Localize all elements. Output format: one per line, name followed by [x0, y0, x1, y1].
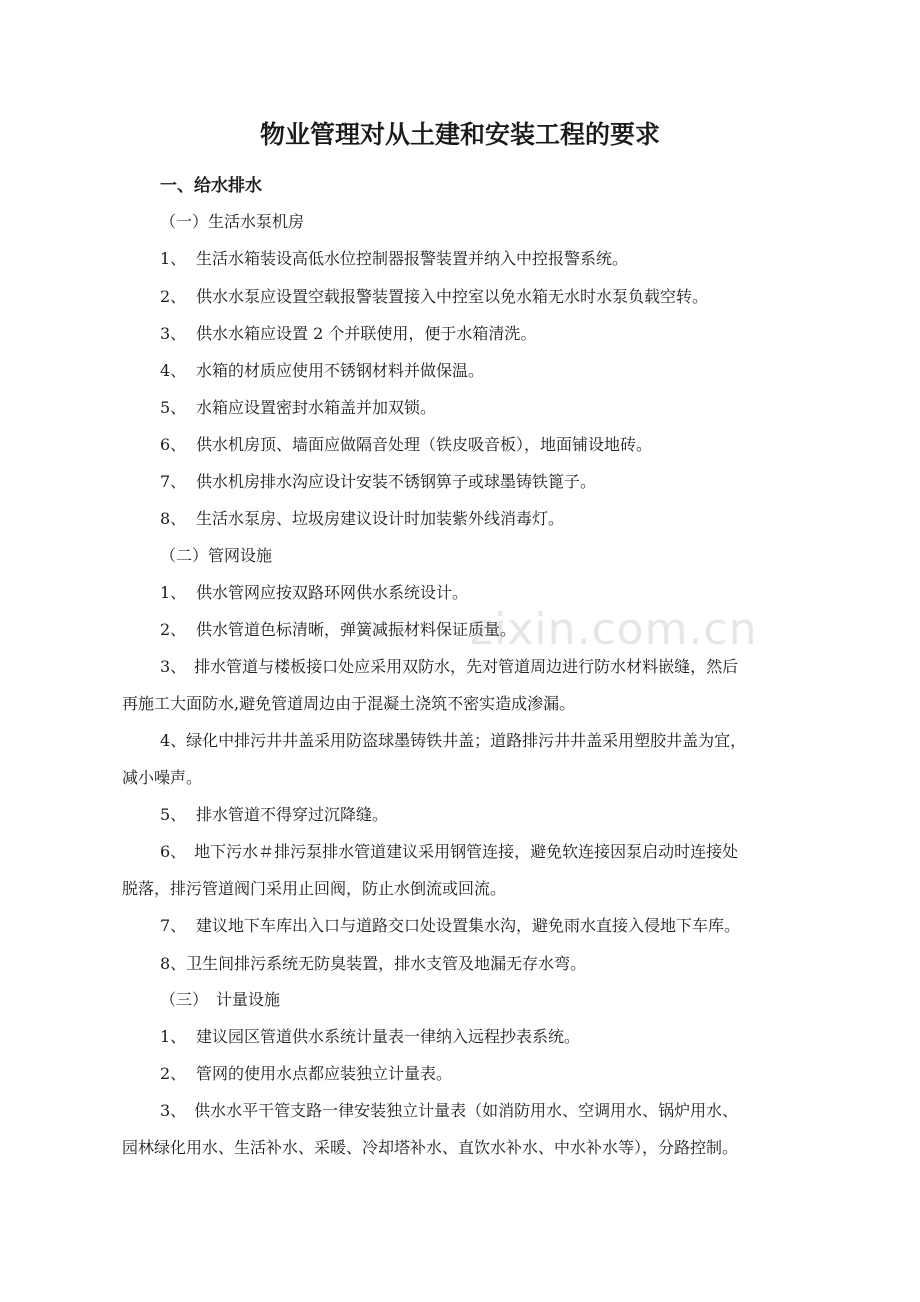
item-text: 供水机房排水沟应设计安装不锈钢箅子或球墨铸铁篦子。 — [196, 472, 597, 491]
item-number: 2、 — [160, 287, 187, 306]
list-item-line: 4、绿化中排污井井盖采用防盗球墨铸铁井盖；道路排污井井盖采用塑胶井盖为宜， — [160, 731, 747, 750]
list-item — [160, 433, 652, 457]
list-item-line: 6、 地下污水＃排污泵排水管道建议采用钢管连接，避免软连接因泵启动时连接处 — [160, 842, 739, 861]
subsection-pipe-network: （二）管网设施 — [160, 546, 273, 565]
item-number: 5、 — [160, 805, 187, 824]
subsection-metering: （三） 计量设施 — [160, 990, 281, 1009]
item-text: 建议园区管道供水系统计量表一律纳入远程抄表系统。 — [196, 1027, 581, 1046]
list-item — [160, 359, 484, 383]
list-item — [160, 914, 740, 938]
item-number: 2、 — [160, 620, 187, 639]
item-text: 生活水泵房、垃圾房建议设计时加装紫外线消毒灯。 — [196, 509, 565, 528]
item-text: 排水管道不得穿过沉降缝。 — [196, 805, 389, 824]
list-item — [160, 285, 708, 309]
list-item: 8、卫生间排污系统无防臭装置，排水支管及地漏无存水弯。 — [160, 954, 587, 973]
item-text: 供水水箱应设置 2 个并联使用，便于水箱清洗。 — [196, 324, 537, 343]
item-number: 7、 — [160, 472, 187, 491]
item-number: 5、 — [160, 398, 187, 417]
item-text: 供水管网应按双路环网供水系统设计。 — [196, 583, 469, 602]
item-text: 水箱应设置密封水箱盖并加双锁。 — [196, 398, 437, 417]
list-item-line: 3、 排水管道与楼板接口处应采用双防水，先对管道周边进行防水材料嵌缝，然后 — [160, 657, 739, 676]
list-item-continuation: 脱落，排污管道阀门采用止回阀，防止水倒流或回流。 — [122, 879, 507, 898]
item-number: 1、 — [160, 1027, 187, 1046]
item-text: 建议地下车库出入口与道路交口处设置集水沟，避免雨水直接入侵地下车库。 — [196, 916, 741, 935]
list-item — [160, 396, 436, 420]
list-item-line: 3、 供水水平干管支路一律安装独立计量表（如消防用水、空调用水、锅炉用水、 — [160, 1101, 739, 1120]
list-item — [160, 1025, 580, 1049]
list-item — [160, 1062, 452, 1086]
list-item — [160, 803, 388, 827]
list-item — [160, 247, 628, 271]
list-item — [160, 507, 564, 531]
list-item — [160, 470, 596, 494]
list-item-continuation: 再施工大面防水,避免管道周边由于混凝土浇筑不密实造成渗漏。 — [122, 694, 576, 713]
item-text: 供水水泵应设置空载报警装置接入中控室以免水箱无水时水泵负载空转。 — [196, 287, 709, 306]
list-item-continuation: 园林绿化用水、生活补水、采暖、冷却塔补水、直饮水补水、中水补水等），分路控制。 — [122, 1138, 739, 1157]
item-number: 3、 — [160, 324, 187, 343]
section-heading-water: 一、给水排水 — [160, 176, 262, 196]
item-number: 1、 — [160, 249, 187, 268]
item-number: 8、 — [160, 509, 187, 528]
item-text: 水箱的材质应使用不锈钢材料并做保温。 — [196, 361, 485, 380]
item-number: 7、 — [160, 916, 187, 935]
item-number: 2、 — [160, 1064, 187, 1083]
list-item-continuation: 减小噪声。 — [122, 768, 203, 787]
item-text: 供水机房顶、墙面应做隔音处理（铁皮吸音板），地面铺设地砖。 — [196, 435, 653, 454]
item-number: 6、 — [160, 435, 187, 454]
item-text: 生活水箱装设高低水位控制器报警装置并纳入中控报警系统。 — [196, 249, 629, 268]
list-item — [160, 618, 516, 642]
item-text: 管网的使用水点都应装独立计量表。 — [196, 1064, 453, 1083]
list-item — [160, 322, 536, 346]
watermark: zixin.com.cn — [470, 604, 758, 655]
item-number: 1、 — [160, 583, 187, 602]
item-text: 供水管道色标清晰，弹簧减振材料保证质量。 — [196, 620, 517, 639]
list-item — [160, 581, 468, 605]
item-number: 4、 — [160, 361, 187, 380]
page-title: 物业管理对从土建和安装工程的要求 — [259, 120, 660, 149]
subsection-pump-room: （一）生活水泵机房 — [160, 212, 305, 231]
